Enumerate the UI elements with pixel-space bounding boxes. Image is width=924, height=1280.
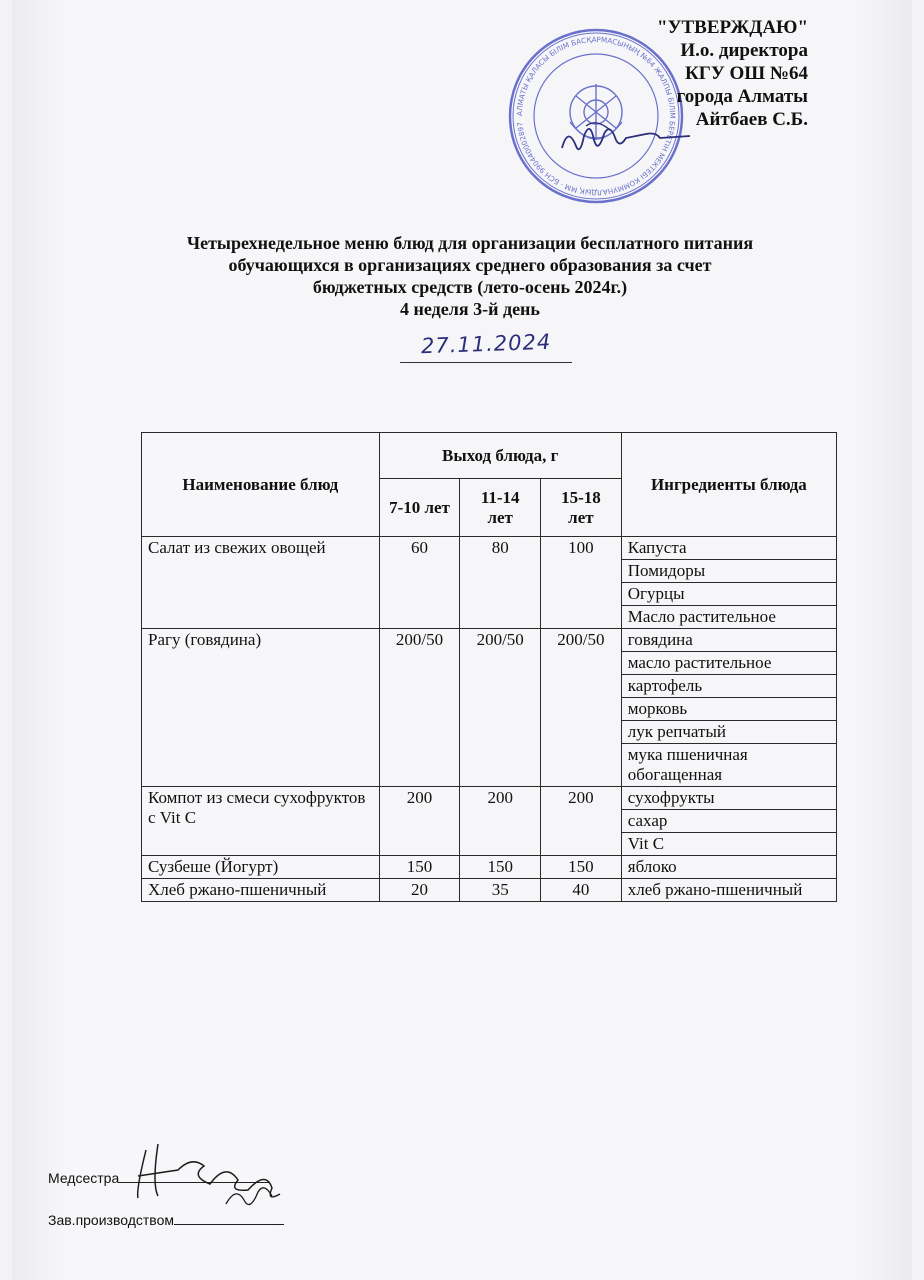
title-line2: обучающихся в организациях среднего образования за счет xyxy=(228,255,712,275)
output-11-14: 200 xyxy=(460,787,541,856)
director-signature xyxy=(556,108,706,168)
ingredient: масло растительное xyxy=(621,652,836,675)
output-11-14: 80 xyxy=(460,537,541,629)
table-row xyxy=(142,856,837,879)
ingredient: картофель xyxy=(621,675,836,698)
output-7-10: 20 xyxy=(379,879,460,902)
seal-text: АЛМАТЫ ҚАЛАСЫ БІЛІМ БАСҚАРМАСЫНЫҢ №64 ЖАЛПЫ БІЛІМ БЕРЕТІН МЕКТЕБІ КОММУНАЛДЫҚ ММ · БСН 990440002897 xyxy=(514,34,678,198)
table-row xyxy=(142,787,837,810)
ingredient: говядина xyxy=(621,629,836,652)
ingredient: лук репчатый xyxy=(621,721,836,744)
approval-line3: КГУ ОШ №64 xyxy=(684,63,808,84)
dish-name: Рагу (говядина) xyxy=(142,629,380,787)
output-7-10: 200 xyxy=(379,787,460,856)
output-11-14: 150 xyxy=(460,856,541,879)
approval-line2: И.о. директора xyxy=(680,40,808,61)
title-line3: бюджетных средств (лето-осень 2024г.) xyxy=(312,277,628,297)
dish-name: Компот из смеси сухофруктов с Vit C xyxy=(142,787,380,856)
handwritten-date: 27.11.2024 xyxy=(420,329,552,359)
header-age-7-10: 7-10 лет xyxy=(379,479,460,537)
approval-line5: Айтбаев С.Б. xyxy=(695,109,808,130)
header-output: Выход блюда, г xyxy=(379,433,621,479)
output-15-18: 200 xyxy=(541,787,622,856)
header-dish: Наименование блюд xyxy=(142,433,380,537)
ingredient: сухофрукты xyxy=(621,787,836,810)
ingredient: сахар xyxy=(621,810,836,833)
ingredient: мука пшеничная обогащенная xyxy=(621,744,836,787)
document-title xyxy=(110,232,830,320)
ingredient: Масло растительное xyxy=(621,606,836,629)
ingredient: Помидоры xyxy=(621,560,836,583)
dish-name: Салат из свежих овощей xyxy=(142,537,380,629)
table-row xyxy=(142,629,837,652)
ingredient: хлеб ржано-пшеничный xyxy=(621,879,836,902)
header-age-15-18: 15-18 лет xyxy=(541,479,622,537)
dish-name: Сузбеше (Йогурт) xyxy=(142,856,380,879)
output-15-18: 100 xyxy=(541,537,622,629)
ingredient: морковь xyxy=(621,698,836,721)
output-15-18: 200/50 xyxy=(541,629,622,787)
output-15-18: 40 xyxy=(541,879,622,902)
date-line xyxy=(400,329,572,363)
output-7-10: 200/50 xyxy=(379,629,460,787)
nurse-label: Медсестра xyxy=(48,1170,120,1186)
approval-line1: "УТВЕРЖДАЮ" xyxy=(657,17,808,38)
ingredient: Капуста xyxy=(621,537,836,560)
menu-table xyxy=(141,432,837,902)
title-line4: 4 неделя 3-й день xyxy=(400,299,540,319)
approval-line4: города Алматы xyxy=(676,86,808,107)
header-age-11-14: 11-14 лет xyxy=(460,479,541,537)
ingredient: Огурцы xyxy=(621,583,836,606)
header-ingredients: Ингредиенты блюда xyxy=(621,433,836,537)
ingredient: Vit C xyxy=(621,833,836,856)
ingredient: яблоко xyxy=(621,856,836,879)
output-7-10: 150 xyxy=(379,856,460,879)
output-15-18: 150 xyxy=(541,856,622,879)
output-11-14: 35 xyxy=(460,879,541,902)
output-7-10: 60 xyxy=(379,537,460,629)
production-head-label: Зав.производством xyxy=(48,1212,174,1228)
table-row xyxy=(142,879,837,902)
table-row xyxy=(142,537,837,560)
title-line1: Четырехнедельное меню блюд для организации бесплатного питания xyxy=(186,233,754,253)
dish-name: Хлеб ржано-пшеничный xyxy=(142,879,380,902)
nurse-signature xyxy=(118,1130,288,1225)
output-11-14: 200/50 xyxy=(460,629,541,787)
